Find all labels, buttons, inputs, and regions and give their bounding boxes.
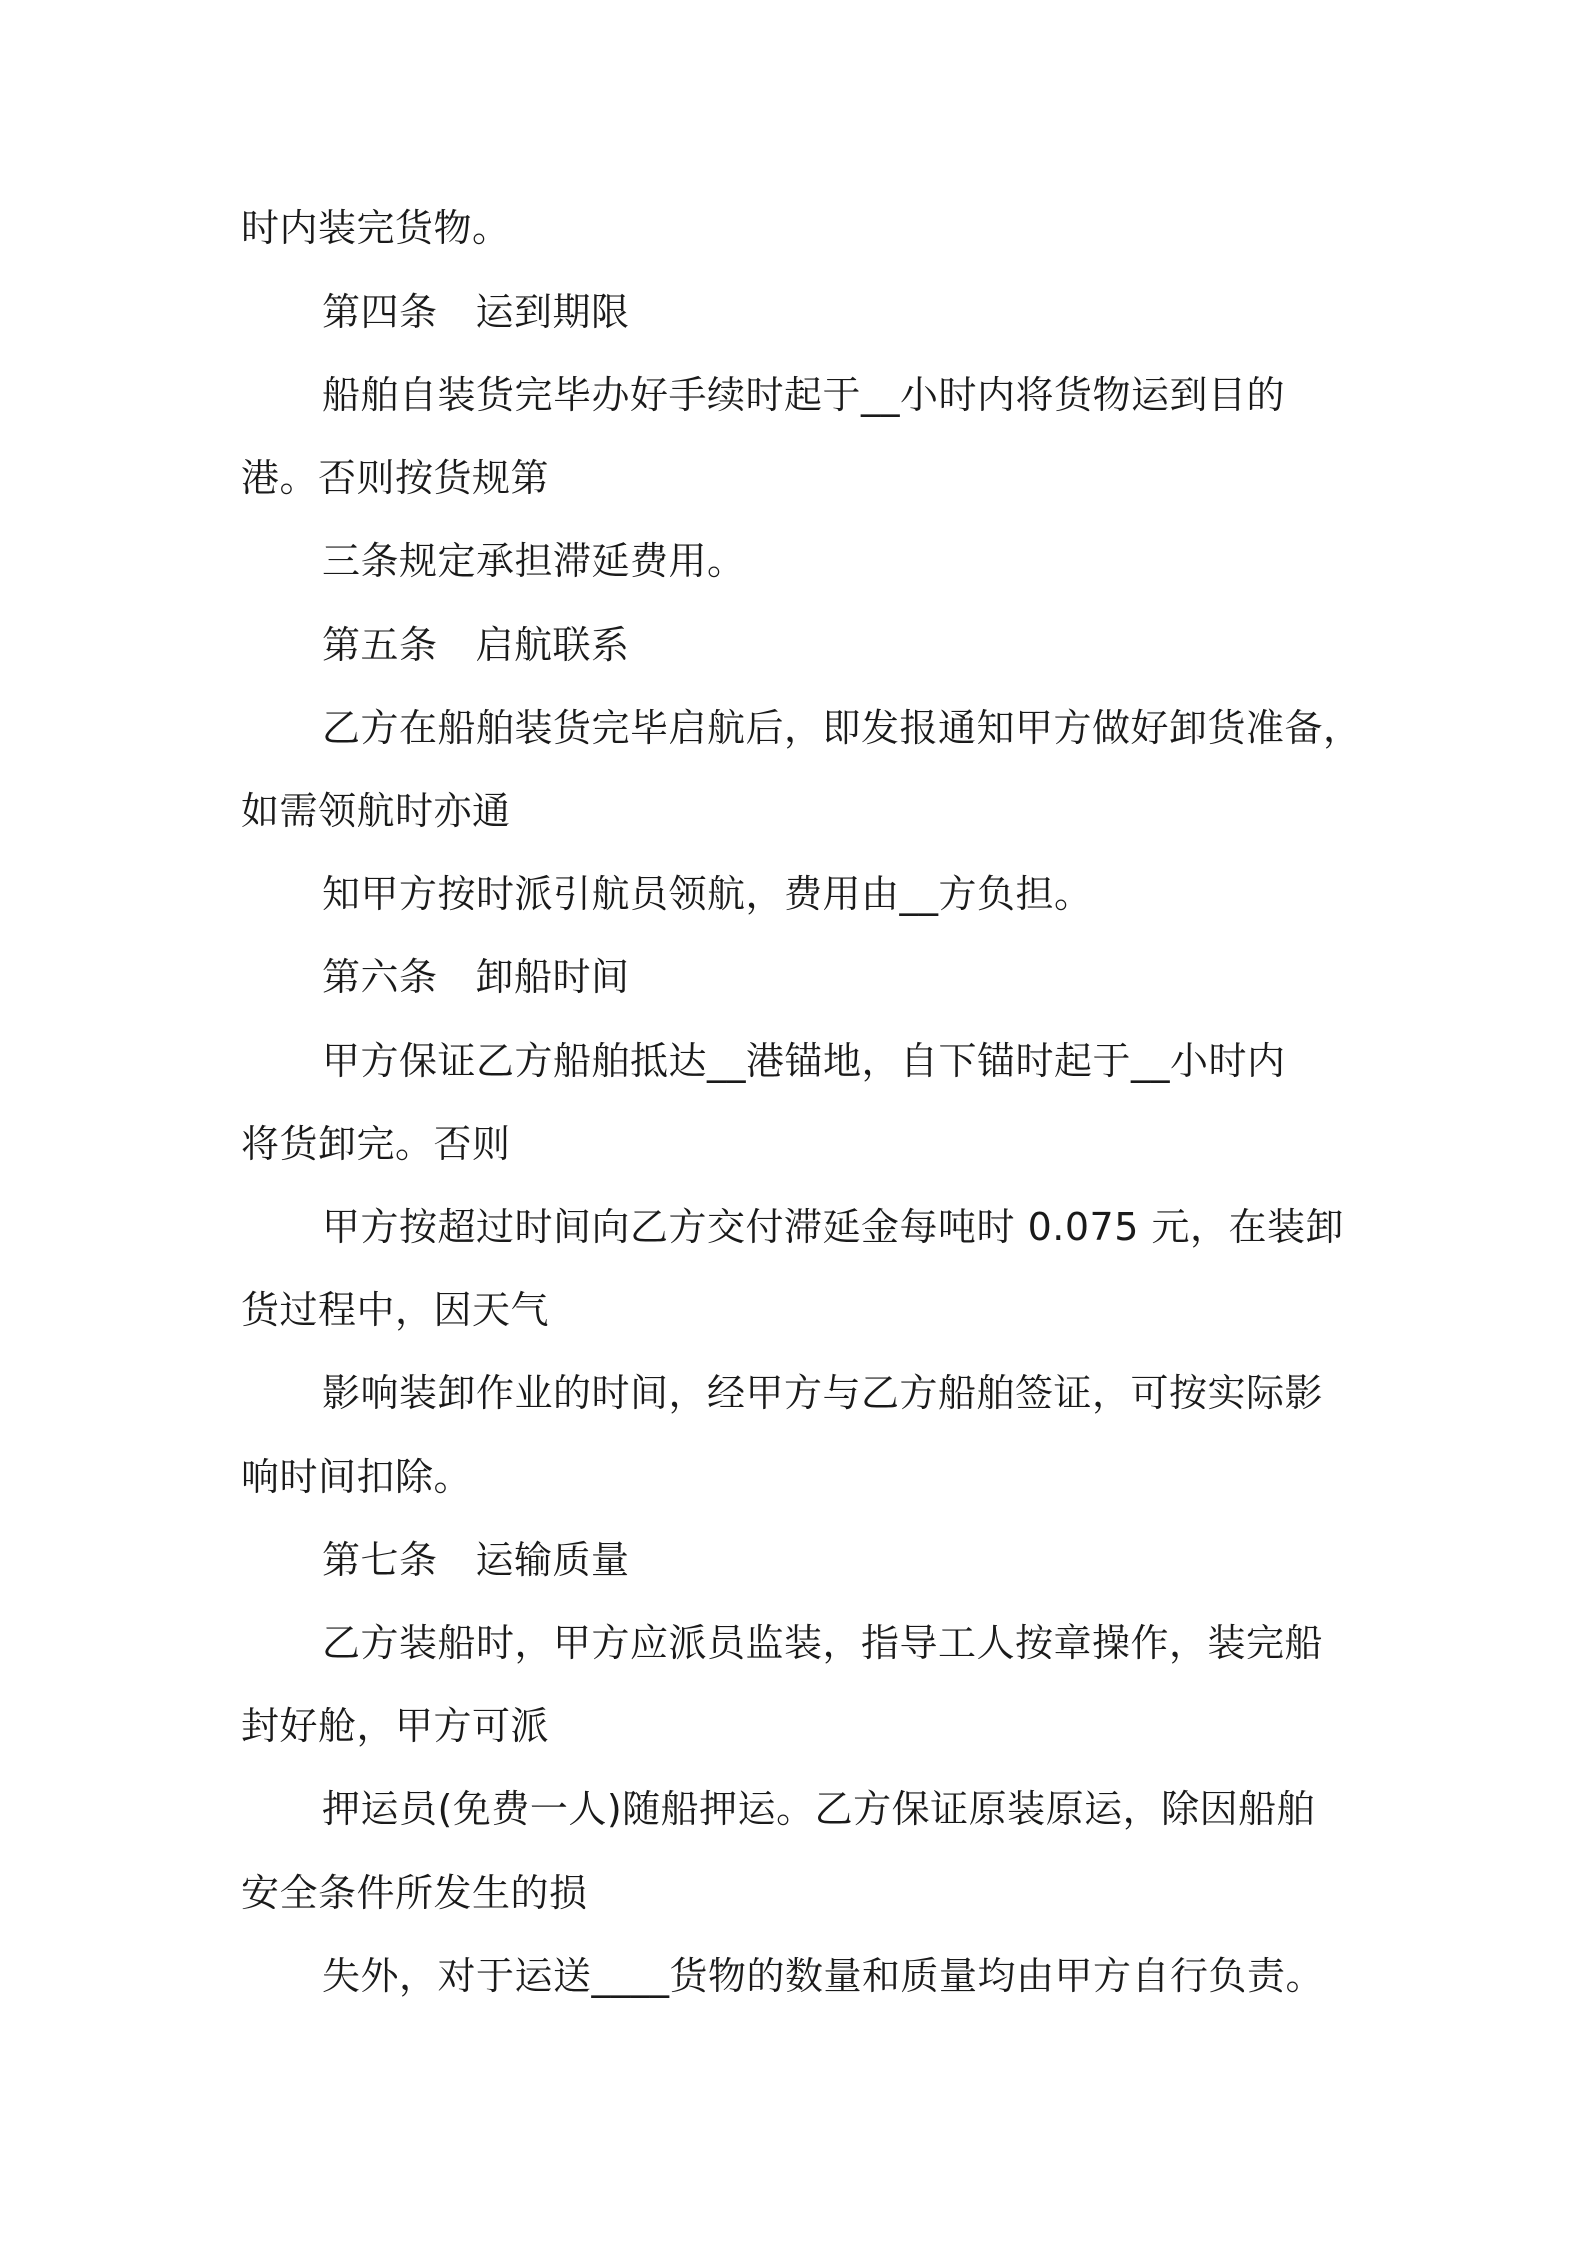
article-title: 运到期限	[475, 290, 630, 334]
article-number: 第四条	[322, 290, 438, 334]
article-heading	[322, 1535, 1442, 1585]
body-text-line: 乙方装船时，甲方应派员监装，指导工人按章操作，装完船	[322, 1621, 1324, 1665]
article-heading	[322, 287, 1442, 337]
article-number: 第五条	[322, 623, 438, 667]
body-text-line: 如需领航时亦通	[241, 789, 511, 833]
body-text-line: 乙方在船舶装货完毕启航后，即发报通知甲方做好卸货准备，	[322, 706, 1362, 750]
body-text-line: 封好舱，甲方可派	[241, 1704, 550, 1748]
body-text-line: 船舶自装货完毕办好手续时起于__小时内将货物运到目的	[322, 373, 1286, 417]
body-text-line: 知甲方按时派引航员领航，费用由__方负担。	[322, 872, 1093, 916]
article-title: 启航联系	[475, 623, 630, 667]
body-text-line: 甲方按超过时间向乙方交付滞延金每吨时 0.075 元，在装卸	[322, 1205, 1344, 1249]
body-text-line: 港。否则按货规第	[241, 456, 550, 500]
article-number: 第六条	[322, 955, 438, 999]
body-text-line: 失外，对于运送____货物的数量和质量均由甲方自行负责。	[322, 1954, 1325, 1998]
article-title: 卸船时间	[475, 955, 630, 999]
body-text-line: 时内装完货物。	[241, 206, 511, 250]
body-text-line: 将货卸完。否则	[241, 1122, 511, 1166]
body-text-line: 三条规定承担滞延费用。	[322, 539, 746, 583]
body-text-line: 甲方保证乙方船舶抵达__港锚地，自下锚时起于__小时内	[322, 1039, 1286, 1083]
body-text-line: 安全条件所发生的损	[241, 1871, 588, 1915]
article-title: 运输质量	[475, 1538, 630, 1582]
article-heading	[322, 952, 1442, 1002]
body-text-line: 响时间扣除。	[241, 1455, 473, 1499]
body-text-line: 押运员(免费一人)随船押运。乙方保证原装原运，除因船舶	[322, 1787, 1316, 1831]
article-number: 第七条	[322, 1538, 438, 1582]
article-heading	[322, 620, 1442, 670]
body-text-line: 影响装卸作业的时间，经甲方与乙方船舶签证，可按实际影	[322, 1371, 1324, 1415]
body-text-line: 货过程中，因天气	[241, 1288, 550, 1332]
